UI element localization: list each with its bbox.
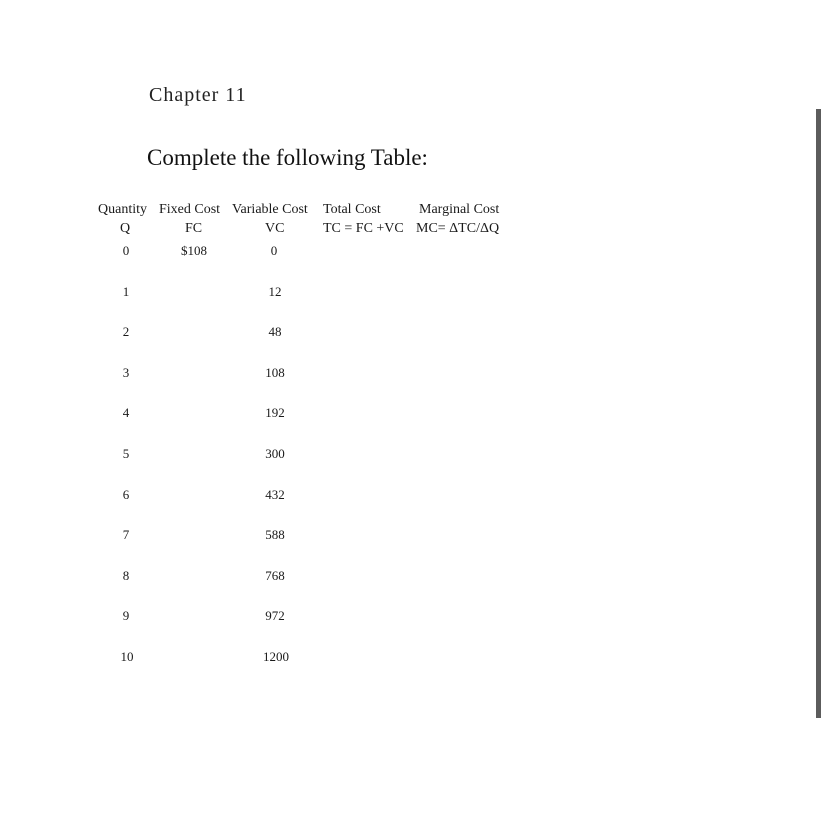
header-quantity: Quantity bbox=[98, 202, 147, 217]
cell-q: 7 bbox=[122, 527, 130, 542]
header-variable-cost: Variable Cost bbox=[232, 202, 308, 217]
cell-vc: 972 bbox=[265, 608, 285, 623]
header-fixed-cost: Fixed Cost bbox=[159, 202, 221, 217]
cell-q: 6 bbox=[122, 487, 130, 502]
cut-off-chapter-heading: Chapter 11 bbox=[149, 84, 247, 106]
cell-vc: 48 bbox=[268, 324, 282, 339]
subheader-vc: VC bbox=[265, 221, 285, 236]
cell-q: 1 bbox=[122, 284, 130, 299]
cell-fc: $108 bbox=[181, 243, 207, 258]
cell-q: 0 bbox=[122, 243, 130, 258]
vertical-scrollbar[interactable] bbox=[816, 109, 821, 718]
cell-vc: 192 bbox=[265, 405, 285, 420]
header-marginal-cost: Marginal Cost bbox=[419, 202, 500, 217]
cell-vc: 0 bbox=[270, 243, 278, 258]
header-total-cost: Total Cost bbox=[323, 202, 381, 217]
cell-vc: 432 bbox=[265, 487, 285, 502]
subheader-tc-formula: TC = FC +VC bbox=[323, 221, 404, 236]
cell-q: 4 bbox=[122, 405, 130, 420]
cell-vc: 300 bbox=[265, 446, 285, 461]
subheader-q: Q bbox=[120, 221, 131, 236]
cell-vc: 588 bbox=[265, 527, 285, 542]
cell-vc: 108 bbox=[265, 365, 285, 380]
cell-q: 10 bbox=[120, 649, 134, 664]
cell-q: 2 bbox=[122, 324, 130, 339]
cell-vc: 768 bbox=[265, 568, 285, 583]
cell-q: 8 bbox=[122, 568, 130, 583]
subheader-fc: FC bbox=[185, 221, 203, 236]
cell-vc: 1200 bbox=[263, 649, 289, 664]
cell-q: 9 bbox=[122, 608, 130, 623]
cell-q: 5 bbox=[122, 446, 130, 461]
subheader-mc-formula: MC= ΔTC/ΔQ bbox=[416, 221, 500, 236]
cell-q: 3 bbox=[122, 365, 130, 380]
page-title: Complete the following Table: bbox=[147, 145, 428, 170]
cell-vc: 12 bbox=[268, 284, 282, 299]
